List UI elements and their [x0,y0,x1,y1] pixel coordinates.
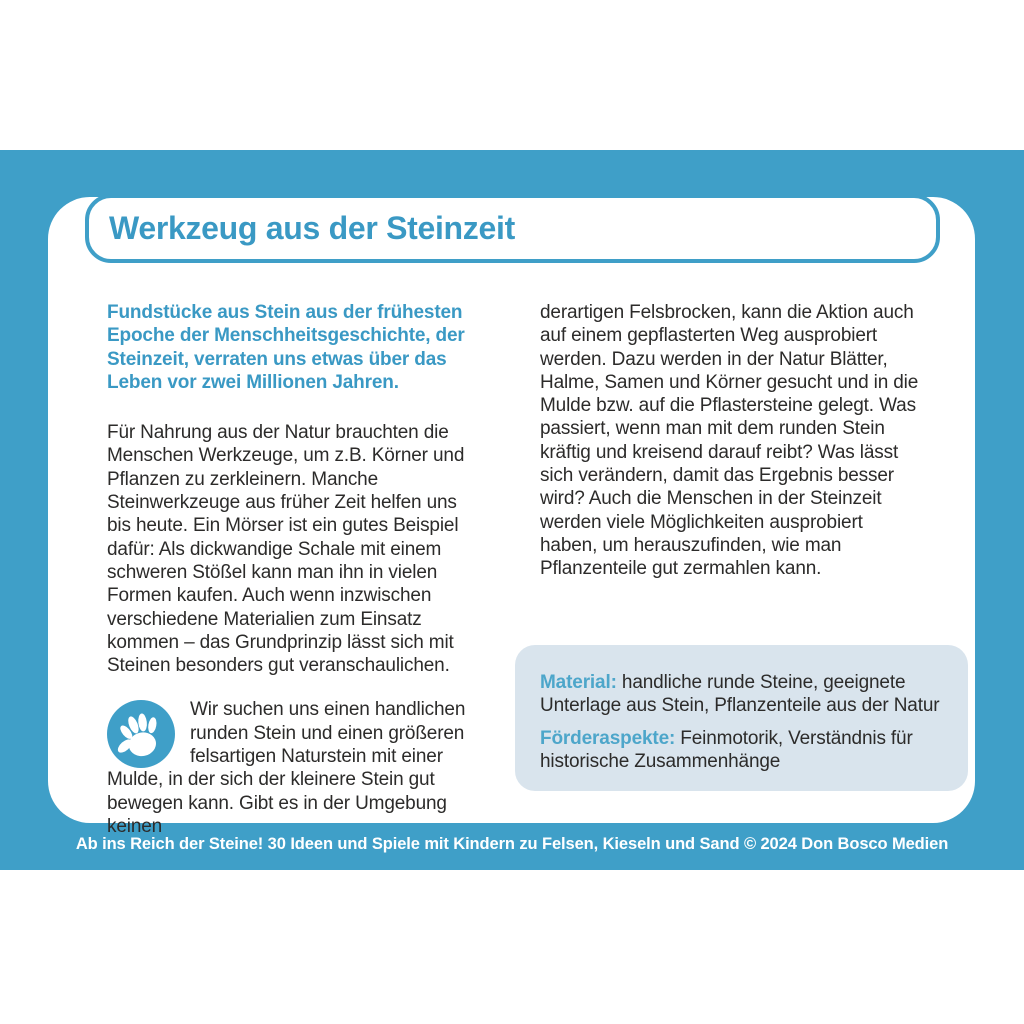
body-paragraph-1: Für Nahrung aus der Natur brauchten die Menschen Werkzeuge, um z.B. Körner und Pflanzen zu zerkleinern. Manche Steinwerkzeuge aus früher Zeit helfen uns bis heute. Ein Mörser ist ein gutes Beispiel dafür: Als dickwandige Schale mit einem schweren Stößel kann man ihn in vielen Formen kaufen. Auch wenn inzwischen verschiedene Materialien zum Einsatz kommen – das Grundprinzip lässt sich mit Steinen besonders gut veranschaulichen. [107,422,465,677]
material-line [540,671,944,718]
material-label: Material: [540,672,617,693]
right-column [540,301,920,602]
left-column [107,301,485,838]
material-info-box [515,645,968,791]
foerderaspekte-text: Feinmotorik, Verständnis für historische Zusammenhänge [540,727,913,772]
foerderaspekte-line [540,727,944,774]
hand-icon [107,700,175,767]
foerderaspekte-label: Förderaspekte: [540,727,676,749]
page-title: Werkzeug aus der Steinzeit [109,210,515,246]
body-paragraph-2 [107,698,485,838]
title-box [85,194,940,263]
body-paragraph-2-text: Wir suchen uns einen handlichen runden Stein und einen größeren felsartigen Naturstein mit einer Mulde, in der sich der kleinere Stein gut bewegen kann. Gibt es in der Umgebung keinen [107,699,466,837]
intro-paragraph: Fundstücke aus Stein aus der frühesten Epoche der Menschheitsgeschichte, der Steinzeit, verraten uns etwas über das Leben vor zwei Millionen Jahren. [107,302,465,393]
body-paragraph-3: derartigen Felsbrocken, kann die Aktion auch auf einem gepflasterten Weg ausprobiert werden. Dazu werden in der Natur Blätter, Halme, Samen und Körner gesucht und in die Mulde bzw. auf die Pflastersteine gelegt. Was passiert, wenn man mit dem runden Stein kräftig und kreisend darauf reibt? Was lässt sich verändern, damit das Ergebnis besser wird? Auch die Menschen in der Steinzeit werden viele Möglichkeiten ausprobiert haben, um herauszufinden, wie man Pflanzenteile gut zermahlen kann. [540,302,919,580]
material-text: handliche runde Steine, geeignete Unterlage aus Stein, Pflanzenteile aus der Natur [540,672,940,717]
footer-credit: Ab ins Reich der Steine! 30 Ideen und Spiele mit Kindern zu Felsen, Kieseln und Sand © 2024 Don Bosco Medien [75,835,949,853]
